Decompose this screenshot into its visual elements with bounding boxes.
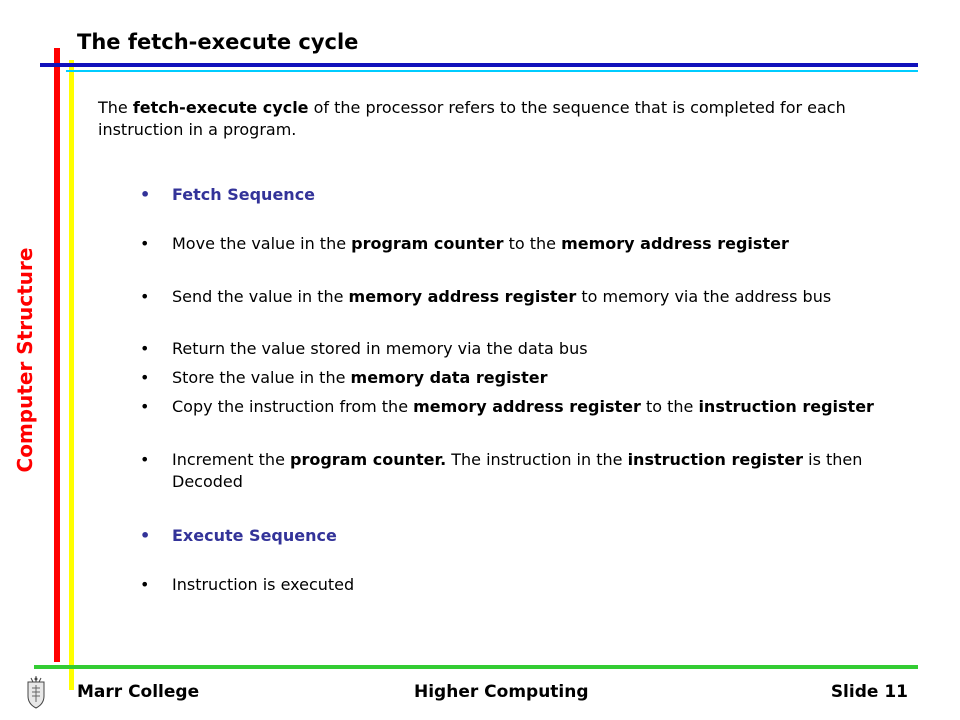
intro-paragraph [98,97,858,141]
top-blue-rule [40,63,918,67]
fetch-item-1-part-4: memory address register [561,234,789,253]
bullet-dot: • [140,575,150,594]
fetch-item-2-part-3: to memory via the address bus [576,287,832,306]
fetch-item-6-part-5: is then Decoded [172,450,863,491]
intro-text-bold: fetch-execute cycle [132,98,309,117]
fetch-item-1-part-2: program counter [351,234,504,253]
bullet-dot: • [140,234,150,253]
bullet-dot: • [140,287,150,306]
fetch-item-2 [140,286,875,308]
fetch-item-3-part-1: Return the value stored in memory via the data bus [172,339,588,358]
left-yellow-bar [69,60,74,690]
fetch-item-4-part-1: Store the value in the [172,368,351,387]
bullet-dot: • [140,185,151,204]
fetch-heading [140,184,875,206]
fetch-item-1 [140,233,875,255]
fetch-item-5-part-4: instruction register [698,397,874,416]
execute-item-1-part-1: Instruction is executed [172,575,355,594]
fetch-item-6-part-1: Increment the [172,450,290,469]
intro-text-1: The [98,98,133,117]
fetch-item-5-part-3: to the [640,397,699,416]
fetch-item-6 [140,449,875,493]
footer-college: Marr College [77,682,200,702]
fetch-item-3 [140,338,875,360]
fetch-heading-text: Fetch Sequence [172,185,316,204]
intro-text-2: of the processor refers to the sequence that is completed for each instruction in a program. [98,98,846,139]
fetch-item-4 [140,367,875,389]
fetch-item-4-part-2: memory data register [350,368,548,387]
bottom-green-rule [34,665,918,669]
fetch-item-2-part-1: Send the value in the [172,287,349,306]
fetch-item-1-part-3: to the [503,234,562,253]
fetch-item-6-part-4: instruction register [627,450,804,469]
fetch-item-1-part-1: Move the value in the [172,234,352,253]
execute-heading [140,525,875,547]
fetch-item-5 [140,396,875,418]
college-crest-icon [24,674,48,710]
slide-title: The fetch-execute cycle [77,30,359,54]
top-cyan-rule [66,70,918,72]
fetch-item-6-part-3: The instruction in the [446,450,628,469]
bullet-dot: • [140,339,150,358]
bullet-dot: • [140,450,150,469]
execute-heading-text: Execute Sequence [172,526,337,545]
bullet-dot: • [140,368,150,387]
bullet-dot: • [140,526,151,545]
fetch-item-6-part-2: program counter. [290,450,447,469]
bullet-dot: • [140,397,150,416]
fetch-item-2-part-2: memory address register [348,287,577,306]
footer-slide-number: Slide 11 [830,682,908,702]
footer-course: Higher Computing [414,682,589,702]
execute-item-1 [140,574,875,596]
fetch-item-5-part-2: memory address register [413,397,641,416]
side-label-text: Computer Structure [13,247,37,473]
fetch-item-5-part-1: Copy the instruction from the [172,397,414,416]
left-red-bar [54,48,60,662]
